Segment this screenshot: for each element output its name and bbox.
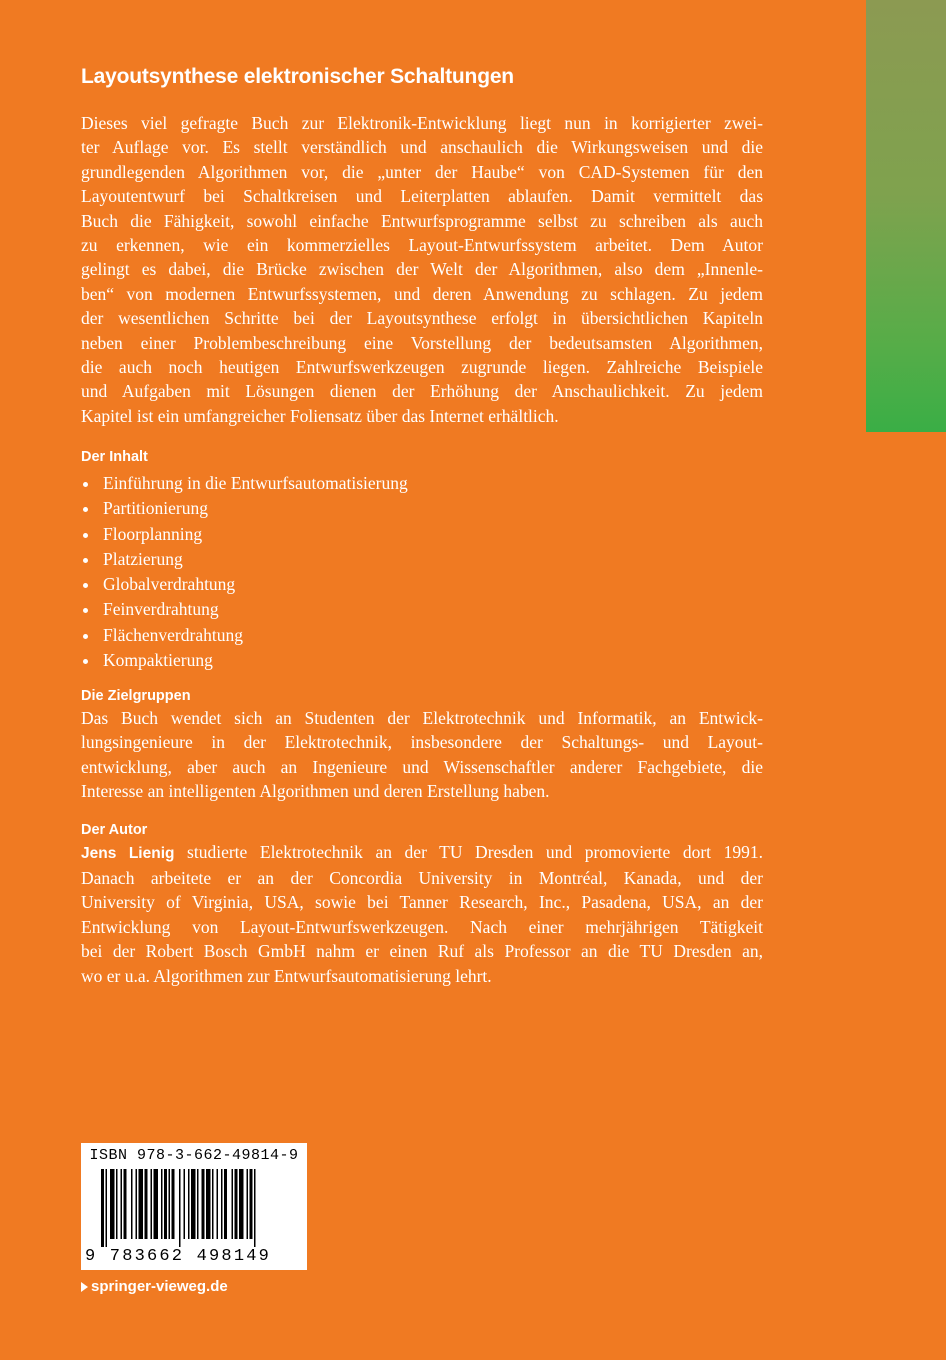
barcode-bar (224, 1169, 227, 1239)
author-name: Jens Lienig (81, 844, 175, 862)
intro-line: zu erkennen, wie ein kommerzielles Layout-Entwurfssystem arbeitet. Dem Autor (81, 235, 763, 256)
barcode-bar (145, 1169, 148, 1239)
intro-line: Buch die Fähigkeit, sowohl einfache Entwurfsprogramme selbst zu schreiben als auch (81, 210, 763, 231)
publisher-website[interactable] (81, 1278, 228, 1295)
intro-line: die auch noch heutigen Entwurfswerkzeugen zugrunde liegen. Zahlreiche Beispiele (81, 357, 763, 378)
barcode-bar (250, 1169, 253, 1239)
intro-line: und Aufgaben mit Lösungen dienen der Erhöhung der Anschaulichkeit. Zu jedem (81, 381, 763, 402)
list-item: Floorplanning (81, 522, 763, 547)
zielgruppen-line: Interesse an intelligenten Algorithmen und deren Erstellung haben. (81, 781, 550, 802)
barcode-bar (221, 1169, 223, 1239)
side-green-gradient (866, 0, 946, 432)
barcode-bar (172, 1169, 175, 1239)
list-item: Einführung in die Entwurfsautomatisierung (81, 471, 763, 496)
zielgruppen-line: entwicklung, aber auch an Ingenieure und Wissenschaftler anderer Fachgebiete, die (81, 756, 763, 777)
autor-heading: Der Autor (81, 821, 148, 838)
intro-line: ter Auflage vor. Es stellt verständlich und anschaulich die Wirkungsweisen und die (81, 137, 763, 158)
barcode-bar (217, 1169, 219, 1239)
barcode-bar (110, 1169, 115, 1239)
side-color-band (866, 0, 946, 1360)
barcode-bar (235, 1169, 238, 1239)
intro-line: Kapitel ist ein umfangreicher Foliensatz über das Internet erhältlich. (81, 405, 559, 426)
list-item: Globalverdrahtung (81, 572, 763, 597)
barcode-bar (239, 1169, 244, 1239)
autor-line: University of Virginia, USA, sowie bei Tanner Research, Inc., Pasadena, USA, an der (81, 892, 763, 913)
intro-paragraph (81, 111, 763, 428)
barcode-bar (197, 1169, 199, 1239)
barcode-bar (136, 1169, 138, 1239)
barcode-bar (247, 1169, 249, 1239)
barcode-bar (179, 1169, 181, 1247)
intro-line: der wesentlichen Schritte bei der Layoutsynthese erfolgt in übersichtlichen Kapiteln (81, 308, 763, 329)
barcode-bar (121, 1169, 123, 1239)
zielgruppen-heading: Die Zielgruppen (81, 687, 191, 704)
barcode-bar (101, 1169, 104, 1247)
barcode-bar (161, 1169, 163, 1239)
barcode-bar (116, 1169, 118, 1239)
list-item: Flächenverdrahtung (81, 623, 763, 648)
zielgruppen-line: lungsingenieure in der Elektrotechnik, insbesondere der Schaltungs- und Layout- (81, 732, 763, 753)
barcode-bar (191, 1169, 196, 1239)
list-item: Platzierung (81, 547, 763, 572)
barcode-bar (169, 1169, 171, 1239)
intro-line: gelingt es dabei, die Brücke zwischen der Welt der Algorithmen, also dem „Innenle- (81, 259, 763, 280)
zielgruppen-paragraph (81, 706, 763, 804)
list-item: Partitionierung (81, 496, 763, 521)
zielgruppen-line: Das Buch wendet sich an Studenten der Elektrotechnik und Informatik, an Entwick- (81, 707, 763, 728)
intro-line: neben einer Problembeschreibung eine Vorstellung der bedeutsamsten Algorithmen, (81, 332, 763, 353)
inhalt-heading: Der Inhalt (81, 449, 148, 466)
barcode-bar (164, 1169, 167, 1239)
inhalt-list (81, 471, 763, 673)
autor-paragraph (81, 840, 763, 988)
barcode-bar (151, 1169, 153, 1239)
barcode-bar (232, 1169, 234, 1239)
intro-line: grundlegenden Algorithmen vor, die „unter der Haube“ von CAD-Systemen für den (81, 161, 763, 182)
barcode-bar (139, 1169, 144, 1239)
barcode-bar (106, 1169, 108, 1247)
intro-line: Layoutentwurf bei Schaltkreisen und Leiterplatten ablaufen. Damit vermittelt das (81, 186, 763, 207)
barcode-bar (131, 1169, 133, 1239)
barcode-bar (188, 1169, 190, 1239)
barcode-bars (101, 1169, 297, 1247)
website-label: springer-vieweg.de (91, 1278, 228, 1295)
intro-line: ben“ von modernen Entwurfssystemen, und deren Anwendung zu schlagen. Zu jedem (81, 283, 763, 304)
barcode-bar (124, 1169, 127, 1239)
autor-first-line (81, 840, 763, 866)
autor-line: Danach arbeitete er an der Concordia University in Montréal, Kanada, und der (81, 867, 763, 888)
arrow-right-icon (81, 1282, 88, 1292)
isbn-barcode (81, 1143, 307, 1270)
barcode-bar (154, 1169, 159, 1239)
autor-line: Entwicklung von Layout-Entwurfswerkzeugen. Nach einer mehrjährigen Tätigkeit (81, 916, 763, 937)
back-cover-content (81, 62, 763, 988)
barcode-bar (184, 1169, 186, 1239)
autor-first-line-rest: studierte Elektrotechnik an der TU Dresden und promovierte dort 1991. (187, 841, 763, 862)
intro-line: Dieses viel gefragte Buch zur Elektronik-Entwicklung liegt nun in korrigierter zwei- (81, 113, 763, 133)
barcode-digits: 9 783662 498149 (85, 1247, 272, 1266)
isbn-label: ISBN 978-3-662-49814-9 (89, 1147, 299, 1164)
list-item: Kompaktierung (81, 648, 763, 673)
autor-line: bei der Robert Bosch GmbH nahm er einen Ruf als Professor an die TU Dresden an, (81, 941, 763, 962)
barcode-bar (202, 1169, 205, 1239)
book-title: Layoutsynthese elektronischer Schaltungen (81, 65, 514, 88)
barcode-bar (254, 1169, 256, 1247)
barcode-bar (212, 1169, 214, 1239)
autor-line: wo er u.a. Algorithmen zur Entwurfsautomatisierung lehrt. (81, 965, 492, 986)
barcode-bar (206, 1169, 211, 1239)
list-item: Feinverdrahtung (81, 597, 763, 622)
